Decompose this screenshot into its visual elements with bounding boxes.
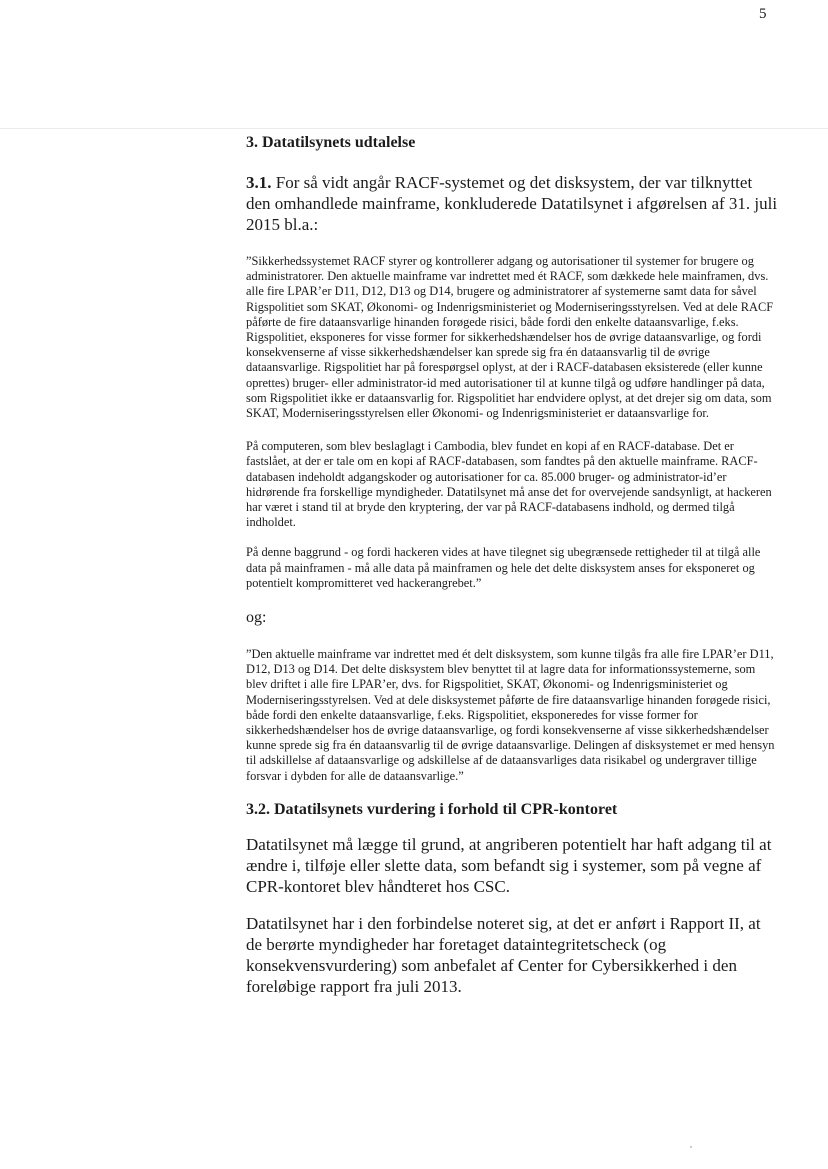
quote-2: ”Den aktuelle mainframe var indrettet med ét delt disksystem, som kunne tilgås fra alle fire LPAR’er D11, D12, D13 og D14. Det delte disksystem blev benyttet til at lagre data for informationssystemerne, som blev driftet i alle fire LPAR’er, dvs. for Rigspolitiet, SKAT, Økonomi- og Indenrigsministeriet og Moderniseringsstyrelsen. Ved at dele disksystemet påførte de fire dataansvarlige hinanden forøgede risici, både fordi den enkelte dataansvarlige, f.eks. Rigspolitiet, eksponeredes for visse former for sikkerhedshændelser hos de øvrige dataansvarlige, og fordi konsekvenserne af visse sikkerhedshændelser kunne sprede sig fra én dataansvarlig til de øvrige dataansvarlige. Delingen af disksystemet er med hensyn til adskillelse af dataansvarlige og adskillelse af de dataansvarliges data risikabel og undergraver tillige forsvar i dybden for alle de dataansvarlige.” bbox=[246, 647, 775, 783]
quote-1-paragraph-3: På denne baggrund - og fordi hackeren vides at have tilegnet sig ubegrænsede rettigheder til at tilgå alle data på mainframen - må alle data på mainframen og hele det delte disksystem anses for eksponeret og potentielt kompromitteret ved hackerangrebet.” bbox=[246, 545, 761, 590]
section-3-heading: 3. Datatilsynets udtalelse bbox=[246, 134, 416, 151]
scan-dot bbox=[690, 1146, 692, 1148]
section-3-1-number: 3.1. bbox=[246, 173, 272, 192]
section-3-2-paragraph-2: Datatilsynet har i den forbindelse noteret sig, at det er anført i Rapport II, at de berørte myndigheder har foretaget dataintegritetscheck (og konsekvensvurdering) som anbefalet af Center for Cybersikkerhed i den foreløbige rapport fra juli 2013. bbox=[246, 913, 761, 996]
page-number: 5 bbox=[759, 6, 767, 22]
quote-1-paragraph-1: ”Sikkerhedssystemet RACF styrer og kontrollerer adgang og autorisationer til systemer for brugere og administratorer. Den aktuelle mainframe var indrettet med ét RACF, som dækkede hele mainframen, dvs. alle fire LPAR’er D11, D12, D13 og D14, brugere og administratorer af systemerne samt data for såvel Rigspolitiet som SKAT, Økonomi- og Indenrigsministeriet og Moderniseringsstyrelsen. Ved at dele RACF påførte de fire dataansvarlige hinanden forøgede risici, både fordi den enkelte dataansvarlige, f.eks. Rigspolitiet, eksponeres for visse former for sikkerhedshændelser hos de øvrige dataansvarlige, og fordi konsekvenserne af visse sikkerhedshændelser kan sprede sig fra én dataansvarlig til de øvrige dataansvarlige. Rigspolitiet har på forespørgsel oplyst, at der i RACF-databasen eksisterede (eller kunne oprettes) bruger- eller administrator-id med autorisationer til at kunne tilgå og udføre handlinger på data, som Rigspolitiet ikke er dataansvarlig for. Rigspolitiet har endvidere oplyst, at det drejer sig om data, som SKAT, Moderniseringsstyrelsen eller Økonomi- og Indenrigsministeriet er dataansvarlige for. bbox=[246, 254, 774, 421]
document-body bbox=[246, 130, 778, 997]
section-3-2-paragraph-1: Datatilsynet må lægge til grund, at angriberen potentielt har haft adgang til at ændre i, tilføje eller slette data, som befandt sig i systemer, som på vegne af CPR-kontoret blev håndteret hos CSC. bbox=[246, 834, 772, 896]
scan-artifact-line bbox=[0, 128, 828, 129]
section-3-2-heading: 3.2. Datatilsynets vurdering i forhold til CPR-kontoret bbox=[246, 800, 618, 818]
quote-1-paragraph-2: På computeren, som blev beslaglagt i Cambodia, blev fundet en kopi af en RACF-database. Det er fastslået, at der er tale om en kopi af RACF-databasen, som fandtes på den aktuelle mainframe. RACF-databasen indeholdt adgangskoder og autorisationer for ca. 85.000 bruger- og administrator-id’er hidrørende fra forskellige myndigheder. Datatilsynet må anse det for overvejende sandsynligt, at hackeren har været i stand til at bryde den kryptering, der var på RACF-databasens indhold, og dermed tilgå indholdet. bbox=[246, 439, 772, 530]
section-3-1-text: For så vidt angår RACF-systemet og det disksystem, der var tilknyttet den omhandlede mainframe, konkluderede Datatilsynet i afgørelsen af 31. juli 2015 bl.a.: bbox=[246, 173, 778, 234]
section-3-1-paragraph bbox=[246, 172, 778, 235]
og-connector: og: bbox=[246, 609, 267, 627]
